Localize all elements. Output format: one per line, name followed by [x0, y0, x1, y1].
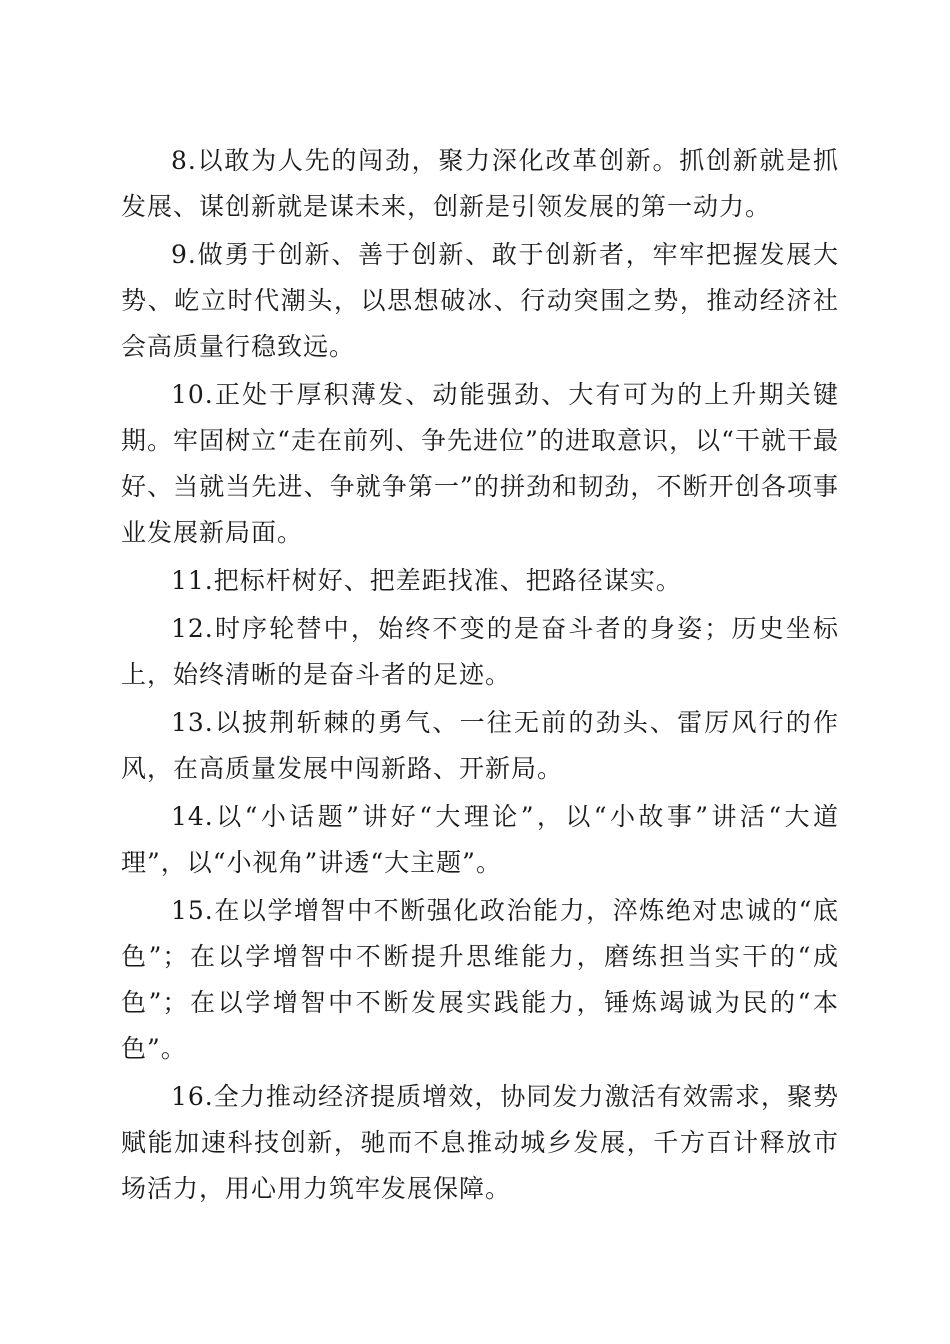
paragraph-12: 12.时序轮替中，始终不变的是奋斗者的身姿；历史坐标上，始终清晰的是奋斗者的足迹。 — [121, 614, 839, 689]
paragraph-14: 14.以“小话题”讲好“大理论”，以“小故事”讲活“大道理”，以“小视角”讲透“大主题”。 — [121, 802, 839, 877]
paragraph-8: 8.以敢为人先的闯劲，聚力深化改革创新。抓创新就是抓发展、谋创新就是谋未来，创新是引领发展的第一动力。 — [121, 146, 839, 221]
paragraph-9: 9.做勇于创新、善于创新、敢于创新者，牢牢把握发展大势、屹立时代潮头，以思想破冰、行动突围之势，推动经济社会高质量行稳致远。 — [121, 240, 839, 361]
paragraph-11: 11.把标杆树好、把差距找准、把路径谋实。 — [171, 566, 682, 595]
paragraph-15: 15.在以学增智中不断强化政治能力，淬炼绝对忠诚的“底色”；在以学增智中不断提升思维能力，磨练担当实干的“成色”；在以学增智中不断发展实践能力，锤炼竭诚为民的“本色”。 — [121, 896, 839, 1063]
paragraph-13: 13.以披荆斩棘的勇气、一往无前的劲头、雷厉风行的作风，在高质量发展中闯新路、开新局。 — [121, 708, 839, 783]
document-body — [121, 138, 839, 1214]
paragraph-10: 10.正处于厚积薄发、动能强劲、大有可为的上升期关键期。牢固树立“走在前列、争先进位”的进取意识，以“干就干最好、当就当先进、争就争第一”的拼劲和韧劲，不断开创各项事业发展新局面。 — [121, 380, 839, 547]
paragraph-16: 16.全力推动经济提质增效，协同发力激活有效需求，聚势赋能加速科技创新，驰而不息推动城乡发展，千方百计释放市场活力，用心用力筑牢发展保障。 — [121, 1082, 839, 1203]
